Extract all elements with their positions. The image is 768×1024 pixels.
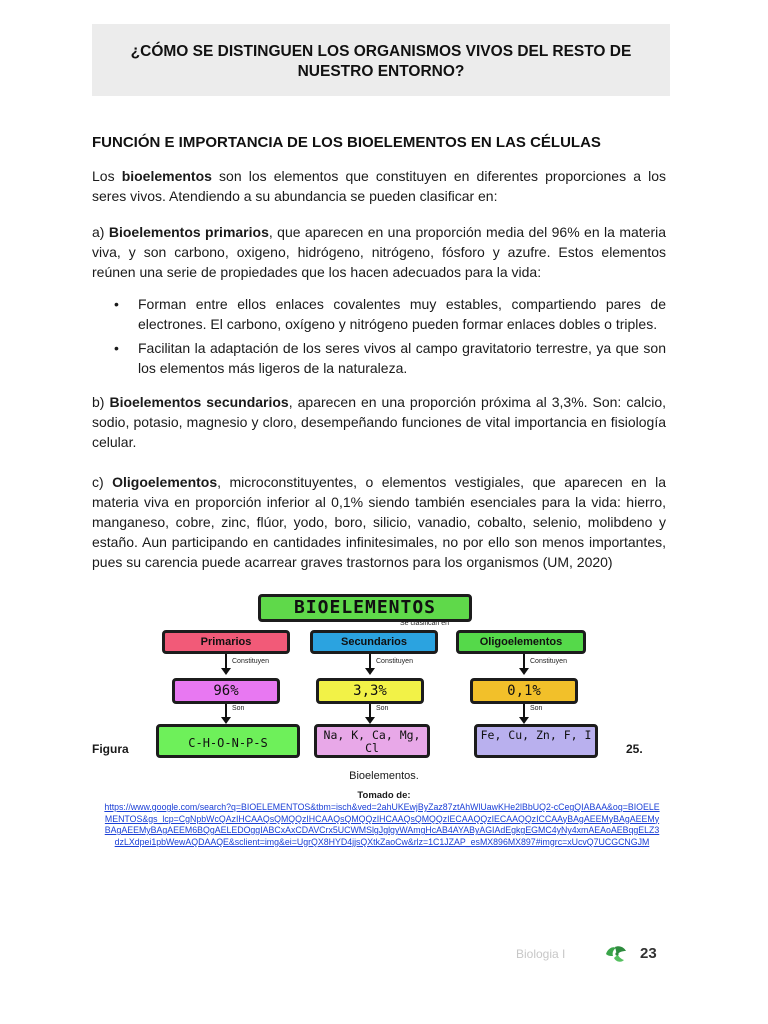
intro-post: son los elementos que constituyen en diferentes proporciones a los seres vivos. Atendiendo a su abundancia se pueden clasificar en:: [92, 168, 666, 204]
link-label: Son: [376, 705, 389, 712]
bioelementos-diagram: [150, 592, 610, 762]
primarios-post: , que aparecen en una proporción media del 96% en la materia viva, y son carbono, oxigeno, hidrógeno, nitrógeno, fósforo y azufre. Estos elementos reúnen una serie de propiedades que los hacen adecuados para la vida:: [92, 224, 667, 280]
properties-list: [92, 294, 666, 382]
link-label: Son: [530, 705, 543, 712]
section-title: FUNCIÓN E IMPORTANCIA DE LOS BIOELEMENTOS EN LAS CÉLULAS: [92, 134, 601, 151]
leaf-logo-icon: [604, 944, 630, 964]
intro-term: bioelementos: [121, 168, 212, 184]
secundarios-term: Bioelementos secundarios: [109, 394, 289, 410]
primarios-paragraph: [92, 222, 666, 282]
diagram-root: BIOELEMENTOS: [258, 594, 472, 622]
figure-source-link[interactable]: https://www.google.com/search?q=BIOELEMENTOS&tbm=isch&ved=2ahUKEwjByZaz87ztAhWlUawKHe2lBbUQ2-cCegQIABAA&oq=BIOELEMENTOS&gs_lcp=CgNpbWcQAzIHCAAQsQMQQzIHCAAQsQMQQzIHCAAQsQMQQzIECAAQQzIECAAQQzICCAAyBAgAEEMyBAgAEEMyBAgAEEMyBAgAEEM6BQgAELEDOggIABCxAxCDAVCrx5UCWMSlgJglgyWAmgHcAB4AYAByAGIAdEgkgEGMC4yNy4xmAEAoAEBqgELZ3dzLXdpei1pbWewAQDAAQE&sclient=img&ei=UgrQX8HYD4jjsQXtkZaoCw&rlz=1C1JZAP_esMX896MX897#imgrc=xUcvQ7UCGCNGJM: [104, 802, 660, 847]
secundarios-post: , aparecen en una proporción próxima al 3,3%. Son: calcio, sodio, potasio, magnesio y cloro, desempeñando funciones de vital importancia en fisiología celular.: [92, 394, 666, 450]
oligo-post: , microconstituyentes, o elementos vestigiales, que aparecen en la materia viva en proporción inferior al 0,1% siendo también esenciales para la vida: hierro, manganeso, cobre, zinc, flúor, yodo, boro, silicio, vanadio, cobalto, selenio, molibdeno y estaño. Aun participando en cantidades infinitesimales, no por ello son menos importantes, pues su carencia puede acarrear graves trastornos para los organismos (UM, 2020): [92, 474, 666, 570]
percentage-primarios: 96%: [172, 678, 280, 704]
percentage-oligoelementos: 0,1%: [470, 678, 578, 704]
secundarios-pre: b): [92, 394, 110, 410]
link-label: Constituyen: [376, 658, 413, 665]
figure-caption: Bioelementos.: [349, 770, 419, 782]
footer-subject: Biologia I: [516, 947, 566, 961]
primarios-pre: a): [92, 224, 109, 240]
elements-oligoelementos: Fe, Cu, Zn, F, I: [474, 724, 598, 758]
link-label: Constituyen: [530, 658, 567, 665]
category-oligoelementos: Oligoelementos: [456, 630, 586, 654]
oligo-pre: c): [92, 474, 113, 490]
bullet-icon: •: [114, 296, 119, 312]
list-item-text: Facilitan la adaptación de los seres vivos al campo gravitatorio terrestre, ya que son los elementos más ligeros de la naturaleza.: [138, 340, 666, 376]
list-item: [92, 338, 666, 378]
category-secundarios: Secundarios: [310, 630, 438, 654]
intro-pre: Los: [92, 168, 122, 184]
primarios-term: Bioelementos primarios: [108, 224, 269, 240]
oligo-term: Oligoelementos: [112, 474, 218, 490]
figure-number: 25.: [626, 742, 643, 756]
link-label: Son: [232, 705, 245, 712]
header-band: [92, 24, 670, 96]
root-connector-label: Se clasifican en: [400, 620, 450, 627]
percentage-secundarios: 3,3%: [316, 678, 424, 704]
secundarios-paragraph: [92, 392, 666, 452]
figure-source-label: Tomado de:: [357, 790, 411, 801]
page-header-title: ¿CÓMO SE DISTINGUEN LOS ORGANISMOS VIVOS DEL RESTO DE NUESTRO ENTORNO?: [130, 43, 632, 80]
link-label: Constituyen: [232, 658, 269, 665]
intro-paragraph: [92, 166, 666, 206]
page-number: 23: [640, 945, 657, 962]
bullet-icon: •: [114, 340, 119, 356]
category-primarios: Primarios: [162, 630, 290, 654]
elements-secundarios: Na, K, Ca, Mg, Cl: [314, 724, 430, 758]
elements-primarios: C-H-O-N-P-S: [156, 724, 300, 758]
figure-label: Figura: [92, 742, 129, 756]
oligo-paragraph: [92, 472, 666, 572]
list-item-text: Forman entre ellos enlaces covalentes muy estables, compartiendo pares de electrones. El carbono, oxígeno y nitrógeno pueden formar enlaces dobles o triples.: [138, 296, 666, 332]
list-item: [92, 294, 666, 334]
